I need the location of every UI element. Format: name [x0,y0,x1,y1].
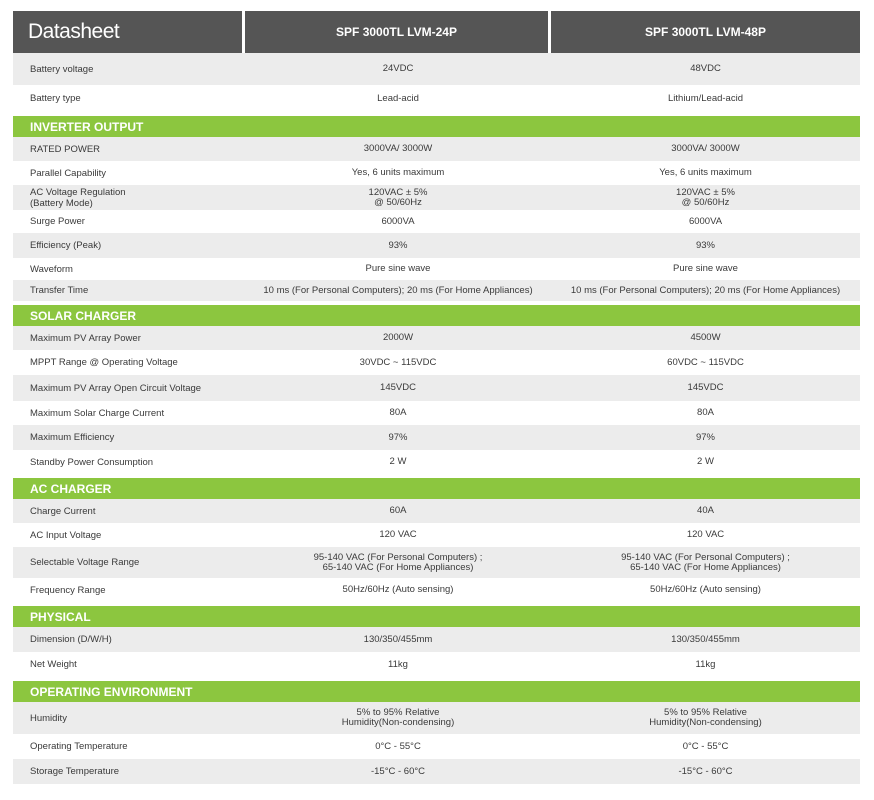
value-24p: 60A [389,505,407,516]
table-row [13,210,860,233]
row-label: Dimension (D/W/H) [30,634,112,645]
value-24p: -15°C - 60°C [370,765,426,777]
value-24p: Lead-acid [377,92,419,104]
row-label: RATED POWER [30,143,101,155]
datasheet-table [13,11,860,784]
row-label: Maximum Solar Charge Current [30,407,165,419]
value-48p: 6000VA [688,215,723,227]
row-label: Battery type [30,93,81,104]
row-label: Frequency Range [30,584,106,596]
table-row [13,499,860,523]
row-label: Maximum Efficiency [30,432,115,443]
value-24p: 80A [389,407,407,418]
row-label: Charge Current [30,505,96,517]
model-header-24p: SPF 3000TL LVM-24P [245,11,548,53]
value-48p: 48VDC [690,63,721,74]
row-label: AC Input Voltage [30,529,102,541]
value-48p: 120 VAC [686,529,725,540]
value-24p: 2000W [382,332,414,343]
value-24p: 2 W [389,456,407,467]
row-label: Waveform [30,263,73,275]
table-row [13,547,860,578]
value-24p: 120VAC ± 5% @ 50/60Hz [368,186,428,208]
row-label: Maximum PV Array Open Circuit Voltage [30,382,202,394]
value-24p: 24VDC [382,63,414,74]
value-48p: 120VAC ± 5% @ 50/60Hz [676,186,735,208]
row-label: Humidity [30,712,67,724]
table-row [13,161,860,185]
value-48p: 145VDC [687,382,724,393]
section-header: AC CHARGER [13,478,860,499]
table-row [13,401,860,425]
value-24p: 95-140 VAC (For Personal Computers) ; 65-140 VAC (For Home Appliances) [313,551,483,573]
value-48p: 10 ms (For Personal Computers); 20 ms (For Home Appliances) [570,284,841,296]
value-24p: 5% to 95% Relative Humidity(Non-condensing) [341,707,455,728]
datasheet-title: Datasheet [13,11,242,53]
value-48p: 40A [697,505,714,516]
value-24p: 30VDC ~ 115VDC [359,356,437,368]
value-24p: 93% [388,239,408,251]
table-row [13,702,860,734]
row-label: Standby Power Consumption [30,456,154,468]
table-row [13,137,860,161]
table-row [13,734,860,759]
table-row [13,450,860,474]
table-header [13,11,860,53]
value-24p: Pure sine wave [365,263,431,274]
value-48p: 97% [695,431,715,443]
section-header: PHYSICAL [13,606,860,627]
row-label: Selectable Voltage Range [30,557,140,568]
model-header-48p: SPF 3000TL LVM-48P [551,11,860,53]
section-header: SOLAR CHARGER [13,305,860,326]
table-row [13,233,860,258]
value-48p: 11kg [695,658,716,670]
table-body [13,53,860,784]
value-48p: 95-140 VAC (For Personal Computers) ; 65-140 VAC (For Home Appliances) [621,551,790,573]
value-24p: 145VDC [380,382,416,393]
value-48p: Pure sine wave [673,263,738,274]
value-24p: 11kg [388,658,408,670]
row-label: Net Weight [30,659,77,670]
table-row [13,258,860,280]
value-48p: 2 W [697,456,714,467]
value-48p: Yes, 6 units maximum [659,167,752,178]
row-label: Operating Temperature [30,741,128,752]
row-label: Battery voltage [30,63,94,75]
table-row [13,759,860,784]
table-row [13,185,860,210]
value-48p: 130/350/455mm [671,633,740,645]
value-24p: 50Hz/60Hz (Auto sensing) [342,584,454,595]
table-row [13,425,860,450]
value-48p: 3000VA/ 3000W [671,143,740,154]
section-header: OPERATING ENVIRONMENT [13,681,860,702]
row-label: Efficiency (Peak) [30,240,102,251]
row-label: Transfer Time [30,285,89,296]
table-row [13,375,860,401]
value-48p: 4500W [690,332,721,343]
value-48p: 0°C - 55°C [682,740,729,752]
section-header: INVERTER OUTPUT [13,116,860,137]
value-48p: 80A [697,407,714,418]
value-24p: 10 ms (For Personal Computers); 20 ms (For Home Appliances) [263,284,533,296]
value-24p: 97% [388,431,408,443]
table-row [13,627,860,652]
row-label: Parallel Capability [30,167,107,179]
table-row [13,578,860,602]
table-row [13,280,860,301]
value-48p: 93% [695,239,715,251]
table-row [13,53,860,85]
value-24p: 130/350/455mm [363,633,433,645]
value-24p: 6000VA [381,215,415,227]
table-row [13,326,860,350]
table-row [13,652,860,677]
value-24p: 0°C - 55°C [375,740,421,752]
value-48p: Lithium/Lead-acid [668,92,743,104]
value-48p: 5% to 95% Relative Humidity(Non-condensing) [649,707,762,728]
value-48p: -15°C - 60°C [678,765,733,777]
value-24p: 3000VA/ 3000W [363,143,433,154]
row-label: Surge Power [30,216,85,227]
table-row [13,350,860,375]
value-24p: Yes, 6 units maximum [351,167,445,178]
value-48p: 50Hz/60Hz (Auto sensing) [650,584,761,595]
row-label: AC Voltage Regulation (Battery Mode) [30,186,126,209]
row-label: Storage Temperature [30,766,120,777]
table-row [13,523,860,547]
row-label: MPPT Range @ Operating Voltage [30,357,178,368]
value-48p: 60VDC ~ 115VDC [667,356,744,368]
value-24p: 120 VAC [379,529,417,540]
row-label: Maximum PV Array Power [30,332,141,344]
table-row [13,85,860,112]
